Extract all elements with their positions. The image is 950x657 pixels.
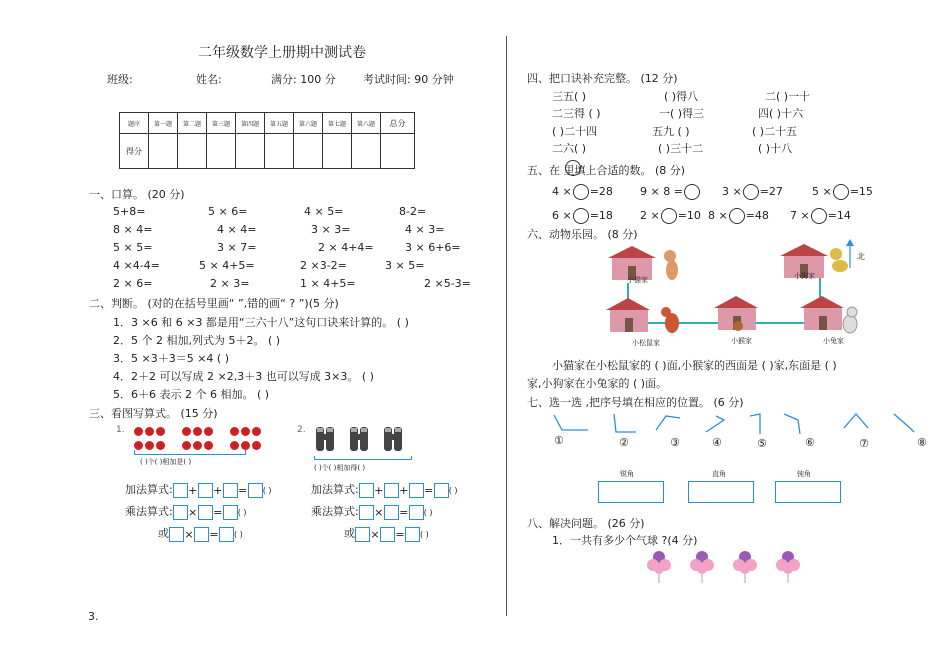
fill-left: 6 ×: [552, 209, 572, 222]
calc-item: 4 ×4-4=: [113, 259, 160, 272]
judge-item: 1．3 ×6 和 6 ×3 都是用“三六十八”这句口诀来计算的。 ( ): [113, 316, 409, 329]
answer-circle[interactable]: [684, 184, 700, 200]
calc-item: 4 × 5=: [304, 205, 344, 218]
fill-item: [812, 184, 873, 200]
angle-number: ⑥: [805, 436, 815, 449]
class-label: 班级:: [107, 73, 133, 86]
apple-icon: [181, 426, 214, 439]
fill-item: [552, 208, 613, 224]
answer-box[interactable]: [409, 505, 424, 520]
calc-item: 8-2=: [399, 205, 427, 218]
fill-item: [708, 208, 769, 224]
picture-1-caption: ( )个( )相加是( ): [140, 458, 192, 466]
fill-left: 9 × 8 =: [640, 185, 683, 198]
answer-box[interactable]: [359, 483, 374, 498]
unit-paren: ( ): [237, 508, 247, 517]
score-cell[interactable]: [236, 134, 265, 169]
rhyme-item: 四( )十六: [758, 107, 804, 120]
score-cell[interactable]: [207, 134, 236, 169]
fill-left: 2 ×: [640, 209, 660, 222]
angles-figure: [548, 410, 938, 440]
page-number: 3.: [88, 610, 99, 623]
rhyme-item: ( )十八: [758, 142, 793, 155]
fill-left: 8 ×: [708, 209, 728, 222]
answer-box[interactable]: [223, 505, 238, 520]
plus-sign: +: [213, 483, 223, 497]
score-cell[interactable]: [149, 134, 178, 169]
unit-paren: ( ): [423, 508, 433, 517]
rhyme-item: 二( )一十: [765, 90, 811, 103]
house-icon: [800, 296, 844, 330]
monkey-icon: [733, 321, 743, 331]
apples-picture: [133, 426, 262, 453]
calc-item: 5+8=: [113, 205, 146, 218]
or-label: 或: [158, 527, 169, 540]
calc-item: 5 × 4+5=: [199, 259, 255, 272]
answer-box[interactable]: [173, 483, 188, 498]
answer-circle[interactable]: [729, 208, 745, 224]
house-label-dog: 小狗家: [794, 272, 815, 280]
apple-icon: [133, 426, 166, 439]
multiplication-label: 乘法算式:: [311, 505, 359, 518]
score-cell[interactable]: [178, 134, 207, 169]
apple-icon: [229, 426, 262, 439]
rhyme-item: 二六( ): [552, 142, 587, 155]
calc-item: 5 × 5=: [113, 241, 153, 254]
score-header: 题序: [120, 113, 149, 134]
judge-item: 5．6＋6 表示 2 个 6 相加。 ( ): [113, 388, 270, 401]
answer-box[interactable]: [405, 527, 420, 542]
calc-item: 3 × 3=: [311, 223, 351, 236]
times-sign: ×: [184, 527, 194, 541]
answer-box[interactable]: [248, 483, 263, 498]
score-header: 第六题: [294, 113, 323, 134]
addition-label: 加法算式:: [311, 483, 359, 496]
rabbit-icon: [843, 307, 857, 333]
fill-left: 4 ×: [552, 185, 572, 198]
calc-item: 4 × 4=: [217, 223, 257, 236]
brace-2: [314, 456, 412, 460]
answer-box[interactable]: [198, 483, 213, 498]
answer-box[interactable]: [434, 483, 449, 498]
section-7-heading: 七、选一选 ,把序号填在相应的位置。 (6 分): [527, 396, 744, 409]
squirrel-icon: [661, 307, 679, 333]
equal-sign: =: [424, 483, 434, 497]
unit-paren: ( ): [420, 530, 429, 539]
north-label: 北: [857, 252, 865, 261]
fill-right: =27: [759, 185, 783, 198]
obtuse-angle-answer-box[interactable]: [775, 481, 841, 503]
calc-item: 3 × 7=: [217, 241, 257, 254]
answer-box[interactable]: [169, 527, 184, 542]
rhyme-item: 一( )得三: [659, 107, 705, 120]
answer-circle[interactable]: [573, 208, 589, 224]
full-score-label: 满分: 100 分: [271, 73, 336, 86]
angle-number: ①: [554, 434, 564, 447]
fill-item: [640, 208, 701, 224]
multiplication-row-2: [311, 503, 433, 520]
score-header: 第五题: [265, 113, 294, 134]
unit-paren: ( ): [262, 486, 272, 495]
equal-sign: =: [399, 505, 409, 519]
brace-1: [134, 450, 246, 455]
score-header: 第八题: [352, 113, 381, 134]
answer-box[interactable]: [173, 505, 188, 520]
angle-number: ⑦: [859, 437, 869, 450]
fill-item: [640, 184, 701, 200]
times-sign: ×: [374, 505, 384, 519]
animal-park-map: [600, 238, 870, 352]
section-4-heading: 四、把口诀补充完整。 (12 分): [527, 72, 678, 85]
answer-circle[interactable]: [833, 184, 849, 200]
park-question-line-1: 小猫家在小松鼠家的 ( )面,小猴家的西面是 ( )家,东面是 ( ): [552, 359, 837, 372]
section-3-heading: 三、看图写算式。 (15 分): [89, 407, 218, 420]
answer-circle[interactable]: [573, 184, 589, 200]
right-angle-label: 直角: [712, 470, 726, 478]
plus-sign: +: [399, 483, 409, 497]
unit-paren: ( ): [448, 486, 458, 495]
calc-item: 2 × 4+4=: [318, 241, 374, 254]
score-cell[interactable]: [323, 134, 352, 169]
obtuse-angle-label: 钝角: [797, 470, 811, 478]
addition-label: 加法算式:: [125, 483, 173, 496]
fill-right: =15: [849, 185, 873, 198]
fill-right: =18: [589, 209, 613, 222]
rhyme-item: 五九 ( ): [652, 125, 690, 138]
judge-item: 3．5 ×3＋3＝5 ×4 ( ): [113, 352, 229, 365]
right-angle-answer-box[interactable]: [688, 481, 754, 503]
picture-2-caption: ( )个( )相加得( ): [314, 464, 366, 472]
section-2-heading: 二、判断。 (对的在括号里画“ ”,错的画“ ? ”)(5 分): [89, 297, 339, 310]
acute-angle-answer-box[interactable]: [598, 481, 664, 503]
score-header: 第一题: [149, 113, 178, 134]
house-label-monkey: 小猴家: [731, 337, 752, 345]
calc-item: 1 × 4+5=: [300, 277, 356, 290]
equal-sign: =: [395, 527, 405, 541]
fill-left: 5 ×: [812, 185, 832, 198]
binoculars-picture: [314, 424, 410, 457]
or-label: 或: [344, 527, 355, 540]
fill-right: =10: [677, 209, 701, 222]
score-cell[interactable]: [381, 134, 415, 169]
answer-box[interactable]: [194, 527, 209, 542]
answer-box[interactable]: [198, 505, 213, 520]
multiplication-label: 乘法算式:: [125, 505, 173, 518]
answer-box[interactable]: [384, 505, 399, 520]
times-sign: ×: [188, 505, 198, 519]
unit-paren: ( ): [234, 530, 243, 539]
answer-circle[interactable]: [811, 208, 827, 224]
score-header: 第七题: [323, 113, 352, 134]
answer-box[interactable]: [355, 527, 370, 542]
balloon-icon: [645, 547, 815, 585]
score-table: [119, 112, 415, 169]
angle-number: ②: [619, 436, 629, 449]
rhyme-item: ( )得八: [664, 90, 699, 103]
angle-number: ⑧: [917, 436, 927, 449]
problem-1-text: 1．一共有多少个气球 ?(4 分): [552, 534, 698, 547]
judge-item: 4．2＋2 可以写成 2 ×2,3＋3 也可以写成 3×3。 ( ): [113, 370, 374, 383]
score-row-label: 得分: [120, 134, 149, 169]
house-icon: [606, 298, 650, 332]
answer-box[interactable]: [359, 505, 374, 520]
circle-icon: [565, 160, 581, 176]
name-label: 姓名:: [196, 73, 222, 86]
rhyme-item: ( )二十五: [752, 125, 798, 138]
addition-row-1: [125, 481, 272, 498]
cat-icon: [664, 250, 678, 280]
calc-item: 8 × 4=: [113, 223, 153, 236]
plus-sign: +: [188, 483, 198, 497]
score-header: 第二题: [178, 113, 207, 134]
rhyme-item: 二三得 ( ): [552, 107, 601, 120]
calc-item: 4 × 3=: [405, 223, 445, 236]
balloons-picture: [645, 547, 815, 588]
picture-2-number: 2.: [297, 425, 306, 435]
answer-box[interactable]: [223, 483, 238, 498]
fill-item: [722, 184, 783, 200]
fill-item: [790, 208, 851, 224]
equal-sign: =: [213, 505, 223, 519]
calc-item: 3 × 5=: [385, 259, 425, 272]
page-title: 二年级数学上册期中测试卷: [198, 45, 366, 61]
rhyme-item: ( )二十四: [552, 125, 598, 138]
answer-box[interactable]: [219, 527, 234, 542]
fill-right: =14: [827, 209, 851, 222]
answer-circle[interactable]: [743, 184, 759, 200]
calc-item: 2 × 6=: [113, 277, 153, 290]
angle-number: ⑤: [757, 437, 767, 450]
times-sign: ×: [370, 527, 380, 541]
house-label-rabbit: 小兔家: [823, 337, 844, 345]
exam-time-label: 考试时间: 90 分钟: [363, 73, 454, 86]
equal-sign: =: [238, 483, 248, 497]
plus-sign: +: [374, 483, 384, 497]
answer-box[interactable]: [409, 483, 424, 498]
answer-box[interactable]: [380, 527, 395, 542]
section-5-heading: 五、在 里填上合适的数。 (8 分): [527, 164, 686, 177]
column-divider: [506, 36, 507, 616]
judge-item: 2．5 个 2 相加,列式为 5＋2。 ( ): [113, 334, 281, 347]
section-6-heading: 六、动物乐园。 (8 分): [527, 228, 638, 241]
alt-multiplication-row-2: [344, 525, 429, 542]
multiplication-row-1: [125, 503, 247, 520]
equal-sign: =: [209, 527, 219, 541]
alt-multiplication-row-1: [158, 525, 243, 542]
fill-left: 3 ×: [722, 185, 742, 198]
score-cell[interactable]: [265, 134, 294, 169]
acute-angle-label: 锐角: [620, 470, 634, 478]
angle-number: ③: [670, 436, 680, 449]
fill-right: =28: [589, 185, 613, 198]
park-question-line-2: 家,小狗家在小兔家的 ( )面。: [527, 377, 668, 390]
binoculars-icon: [314, 424, 410, 454]
calc-item: 2 ×3-2=: [300, 259, 347, 272]
score-cell[interactable]: [352, 134, 381, 169]
addition-row-2: [311, 481, 458, 498]
calc-item: 2 ×5-3=: [424, 277, 471, 290]
rhyme-item: ( )三十二: [658, 142, 704, 155]
calc-item: 5 × 6=: [208, 205, 248, 218]
fill-item: [552, 184, 613, 200]
house-label-cat: 小猫家: [627, 276, 648, 284]
rhyme-item: 三五( ): [552, 90, 587, 103]
section-8-heading: 八、解决问题。 (26 分): [527, 517, 645, 530]
fill-left: 7 ×: [790, 209, 810, 222]
fill-right: =48: [745, 209, 769, 222]
section-1-heading: 一、口算。 (20 分): [89, 188, 185, 201]
score-header: 第四题: [236, 113, 265, 134]
score-header: 第三题: [207, 113, 236, 134]
answer-box[interactable]: [384, 483, 399, 498]
house-label-squirrel: 小松鼠家: [632, 339, 660, 347]
picture-1-number: 1.: [116, 425, 125, 435]
score-cell[interactable]: [294, 134, 323, 169]
dog-icon: [830, 248, 848, 272]
angle-number: ④: [712, 436, 722, 449]
answer-circle[interactable]: [661, 208, 677, 224]
score-header: 总分: [381, 113, 415, 134]
calc-item: 2 × 3=: [210, 277, 250, 290]
calc-item: 3 × 6+6=: [405, 241, 461, 254]
